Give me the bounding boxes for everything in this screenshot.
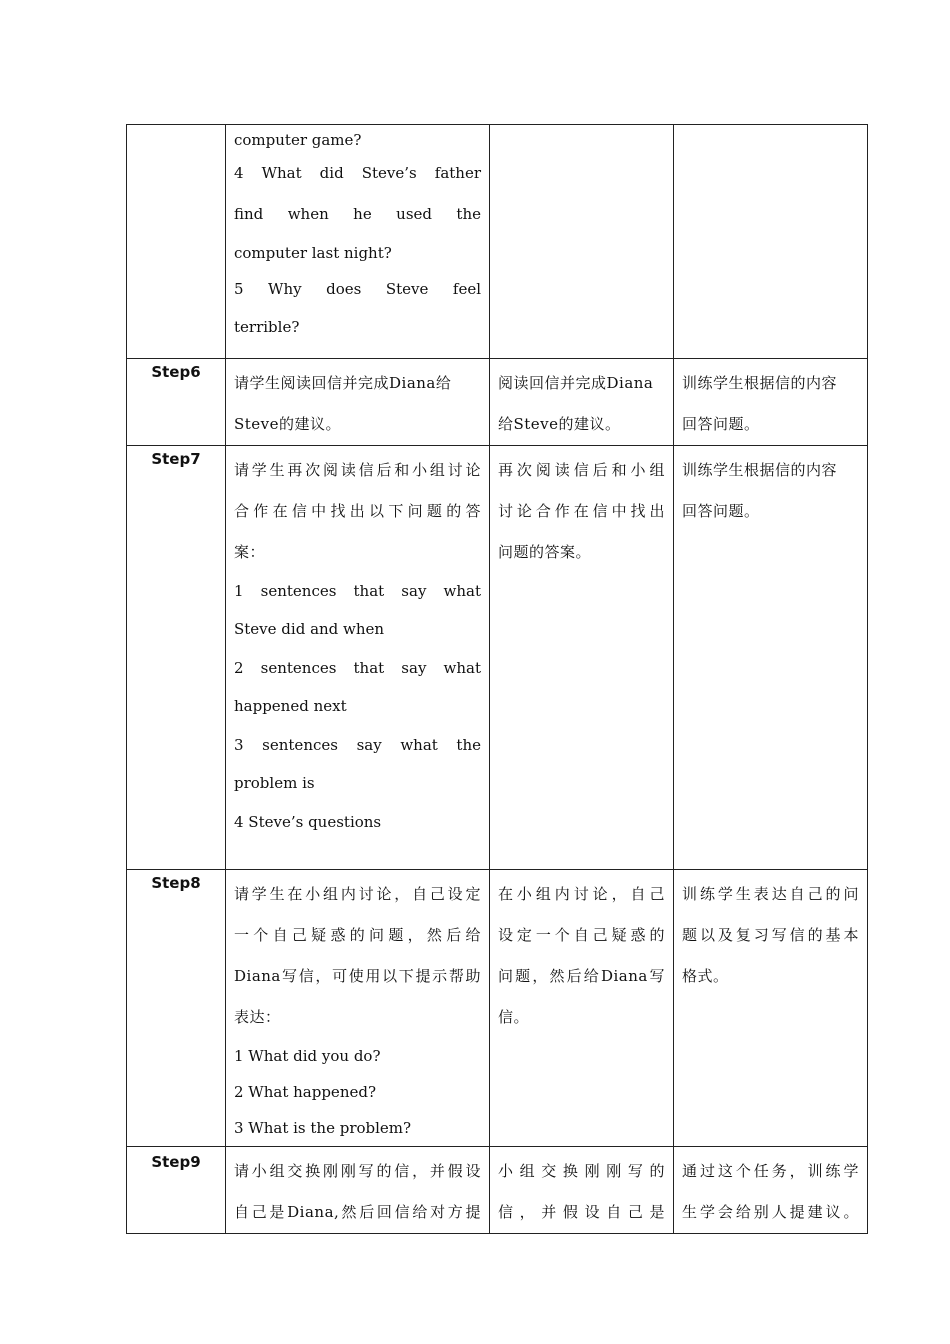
text-line: 3 sentences say what the	[234, 736, 481, 754]
purpose-cell	[674, 1147, 868, 1234]
text-line: 在小组内讨论，自己	[498, 885, 665, 903]
text-line: 小组交换刚刚写的	[498, 1162, 665, 1180]
purpose-cell	[674, 446, 868, 870]
text-line: 2 What happened?	[234, 1083, 376, 1101]
text-line: 1 What did you do?	[234, 1047, 381, 1065]
text-line: Diana写信，可使用以下提示帮助	[234, 967, 481, 985]
activity-cell	[226, 870, 490, 1147]
text-line: terrible?	[234, 318, 300, 336]
table-row	[127, 870, 868, 1147]
text-line: 表达：	[234, 1008, 281, 1026]
activity-cell	[226, 359, 490, 446]
text-line: 通过这个任务，训练学	[682, 1162, 859, 1180]
text-line: 请学生再次阅读信后和小组讨论	[234, 461, 481, 479]
student-activity-cell	[490, 446, 674, 870]
text-line: 请学生阅读回信并完成Diana给	[234, 374, 452, 392]
text-line: 请小组交换刚刚写的信，并假设	[234, 1162, 481, 1180]
lesson-plan-table	[126, 124, 868, 1234]
text-line: Steve did and when	[234, 620, 385, 638]
purpose-cell	[674, 125, 868, 359]
activity-cell	[226, 1147, 490, 1234]
text-line: 3 What is the problem?	[234, 1119, 412, 1137]
student-activity-cell	[490, 1147, 674, 1234]
student-activity-cell	[490, 125, 674, 359]
text-line: 问题的答案。	[498, 543, 592, 561]
text-line: 再次阅读信后和小组	[498, 461, 665, 479]
text-line: 给Steve的建议。	[498, 415, 621, 433]
text-line: 生学会给别人提建议。	[682, 1203, 859, 1221]
table-row	[127, 125, 868, 359]
step-label: Step9	[127, 1147, 226, 1234]
step-label: Step6	[127, 359, 226, 446]
text-line: 5 Why does Steve feel	[234, 280, 481, 298]
student-activity-cell	[490, 359, 674, 446]
step-label: Step8	[127, 870, 226, 1147]
step-label: Step7	[127, 446, 226, 870]
text-line: problem is	[234, 774, 315, 792]
text-line: 训练学生根据信的内容	[682, 374, 838, 392]
text-line: 4 What did Steve’s father	[234, 164, 481, 182]
text-line: 回答问题。	[682, 415, 760, 433]
text-line: 格式。	[682, 967, 729, 985]
student-activity-cell	[490, 870, 674, 1147]
text-line: 4 Steve’s questions	[234, 813, 382, 831]
step-cell	[127, 125, 226, 359]
activity-cell	[226, 446, 490, 870]
table-row	[127, 1147, 868, 1234]
text-line: find when he used the	[234, 205, 481, 223]
text-line: computer last night?	[234, 244, 392, 262]
text-line: 自己是Diana,然后回信给对方提	[234, 1203, 481, 1221]
table-row	[127, 359, 868, 446]
text-line: computer game?	[234, 131, 362, 149]
text-line: 1 sentences that say what	[234, 582, 481, 600]
text-line: 阅读回信并完成Diana	[498, 374, 654, 392]
text-line: 训练学生表达自己的问	[682, 885, 859, 903]
text-line: 训练学生根据信的内容	[682, 461, 838, 479]
purpose-cell	[674, 870, 868, 1147]
text-line: 问题，然后给Diana写	[498, 967, 665, 985]
text-line: 信。	[498, 1008, 530, 1026]
text-line: 回答问题。	[682, 502, 760, 520]
text-line: happened next	[234, 697, 347, 715]
text-line: 题以及复习写信的基本	[682, 926, 859, 944]
text-line: 一个自己疑惑的问题，然后给	[234, 926, 481, 944]
text-line: 合作在信中找出以下问题的答	[234, 502, 481, 520]
activity-cell	[226, 125, 490, 359]
text-line: 案：	[234, 543, 266, 561]
purpose-cell	[674, 359, 868, 446]
text-line: 信，并假设自己是	[498, 1203, 665, 1221]
text-line: 讨论合作在信中找出	[498, 502, 665, 520]
text-line: Steve的建议。	[234, 415, 342, 433]
table-row	[127, 446, 868, 870]
text-line: 请学生在小组内讨论，自己设定	[234, 885, 481, 903]
text-line: 2 sentences that say what	[234, 659, 481, 677]
text-line: 设定一个自己疑惑的	[498, 926, 665, 944]
